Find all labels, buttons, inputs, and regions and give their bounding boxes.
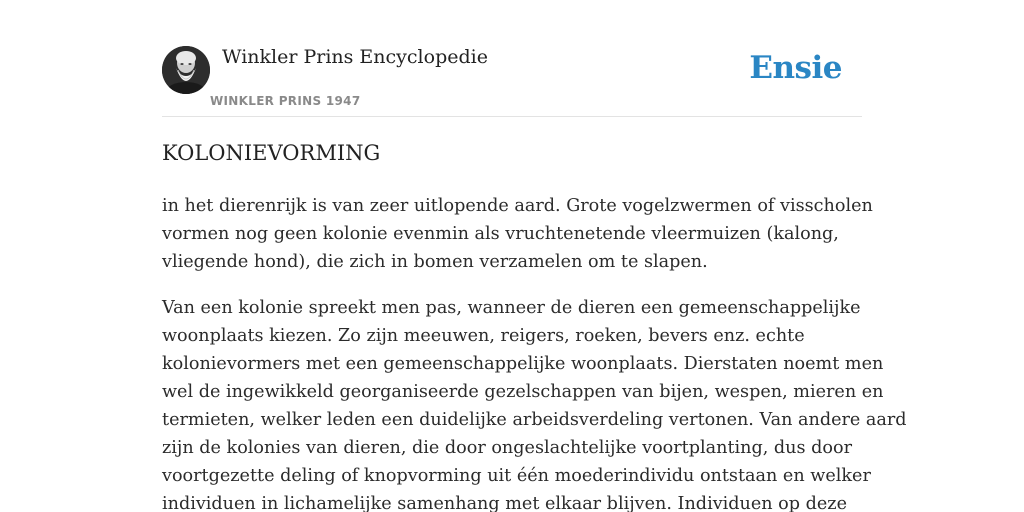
text-line: termieten, welker leden een duidelijke arbeidsverdeling vertonen. Van andere aard	[162, 410, 907, 430]
text-line: individuen in lichamelijke samenhang met elkaar blijven. Individuen op deze	[162, 494, 847, 512]
article-paragraph	[162, 192, 873, 276]
article-title: KOLONIEVORMING	[162, 141, 381, 165]
text-line: kolonievormers met een gemeenschappelijke woonplaats. Dierstaten noemt men	[162, 354, 884, 374]
text-line: wel de ingewikkeld georganiseerde gezelschappen van bijen, wespen, mieren en	[162, 382, 884, 402]
bearded-man-avatar-icon[interactable]	[162, 46, 210, 94]
source-label[interactable]: WINKLER PRINS 1947	[210, 94, 361, 108]
text-line: vliegende hond), die zich in bomen verzamelen om te slapen.	[162, 252, 708, 272]
article-paragraph	[162, 294, 907, 512]
text-line: woonplaats kiezen. Zo zijn meeuwen, reigers, roeken, bevers enz. echte	[162, 326, 805, 346]
site-header	[162, 46, 862, 117]
text-line: voortgezette deling of knopvorming uit één moederindividu ontstaan en welker	[162, 466, 871, 486]
text-line: vormen nog geen kolonie evenmin als vruchtenetende vleermuizen (kalong,	[162, 224, 839, 244]
article-content	[162, 192, 907, 512]
text-line: Van een kolonie spreekt men pas, wanneer de dieren een gemeenschappelijke	[162, 298, 861, 318]
site-name[interactable]: Winkler Prins Encyclopedie	[222, 46, 488, 68]
text-line: zijn de kolonies van dieren, die door ongeslachtelijke voortplanting, dus door	[162, 438, 852, 458]
brand-logo[interactable]: Ensie	[749, 50, 842, 86]
text-line: in het dierenrijk is van zeer uitlopende aard. Grote vogelzwermen of visscholen	[162, 196, 873, 216]
